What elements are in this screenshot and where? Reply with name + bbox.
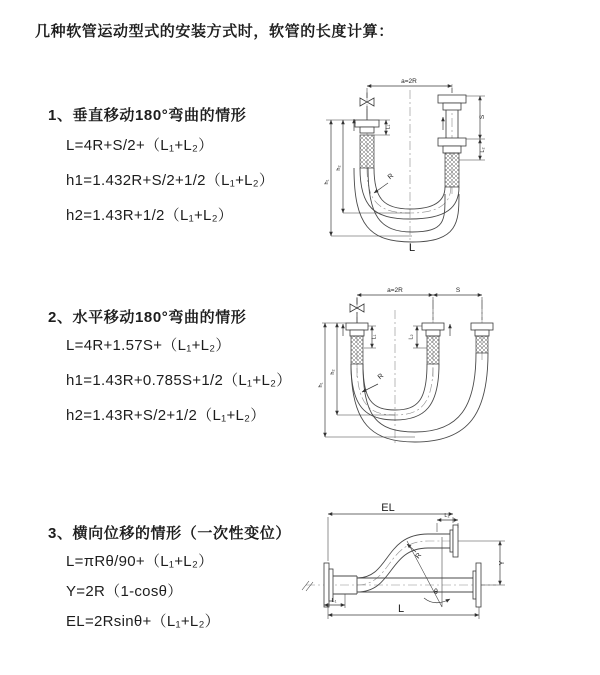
section-3-formula-l: L=πRθ/90+（L₁+L₂） [66,553,214,570]
dim-label-s: S [455,287,461,294]
radius-label: R [414,551,424,561]
section-3-formula-y: Y=2R（1-cosθ） [66,583,183,600]
right-pipe-fitting [471,323,493,353]
dim-label-h1: h₁ [318,382,324,388]
middle-pipe-fitting [422,323,450,364]
right-pipe-fitting [438,95,466,187]
centerlines [357,300,482,444]
left-pipe-fitting [354,119,379,168]
dim-label-span: a=2R [401,78,417,85]
displaced-hose [357,534,450,592]
section-3-heading: 3、横向位移的情形（一次性变位） [48,525,291,542]
section-1-heading: 1、垂直移动180°弯曲的情形 [48,107,247,124]
dimension-el [328,502,453,561]
dimension-span [367,78,452,93]
dim-label-h2: h₂ [336,165,342,171]
dim-label-y: Y [499,560,506,566]
hose-loops [351,353,488,442]
pipe-break-mark [302,581,313,591]
radius-label: R [376,372,386,382]
diagram-vertical-move-180-bend [308,72,570,254]
diagram-lateral-displacement [298,497,600,657]
dim-label-l2: L₂ [480,147,486,153]
section-1-formula-h1: h1=1.432R+S/2+1/2（L₁+L₂） [66,172,275,189]
dimension-span [357,287,482,320]
page-title: 几种软管运动型式的安装方式时，软管的长度计算： [35,23,394,40]
section-1-formula-h2: h2=1.43R+1/2（L₁+L₂） [66,207,234,224]
dimension-l [328,603,479,619]
section-2-formula-l: L=4R+1.57S+（L₁+L₂） [66,337,231,354]
dim-label-s: S [479,114,486,120]
dim-label-span: a=2R [387,287,403,294]
valve-icon [360,93,374,120]
radius-label: R [386,172,396,182]
diagram-horizontal-move-180-bend [308,282,600,470]
length-label: L [408,242,416,254]
dim-label-l1: L₁ [331,598,337,604]
section-3-formula-el: EL=2Rsinθ+（L₁+L₂） [66,613,220,630]
dim-label-l2: L₂ [408,334,415,340]
angle-label: θ [434,589,438,596]
left-pipe-fitting [343,323,368,364]
section-2-formula-h1: h1=1.43R+0.785S+1/2（L₁+L₂） [66,372,292,389]
dim-label-l2: L₂ [444,513,450,519]
dim-label-h2: h₂ [330,369,336,375]
section-1-formula-l: L=4R+S/2+（L₁+L₂） [66,137,214,154]
valve-icon [350,298,364,323]
section-2-formula-h2: h2=1.43R+S/2+1/2（L₁+L₂） [66,407,266,424]
dim-label-l: L [397,603,405,615]
dim-label-l1: L₁ [385,124,392,130]
dim-label-h1: h₁ [324,179,330,185]
angle-construction [407,537,450,607]
section-2-heading: 2、水平移动180°弯曲的情形 [48,309,247,326]
dim-label-l1: L₁ [371,334,378,340]
displaced-flange [450,525,458,557]
dimension-l2 [480,139,486,160]
dimension-s [433,287,482,295]
dim-label-el: EL [381,502,395,514]
